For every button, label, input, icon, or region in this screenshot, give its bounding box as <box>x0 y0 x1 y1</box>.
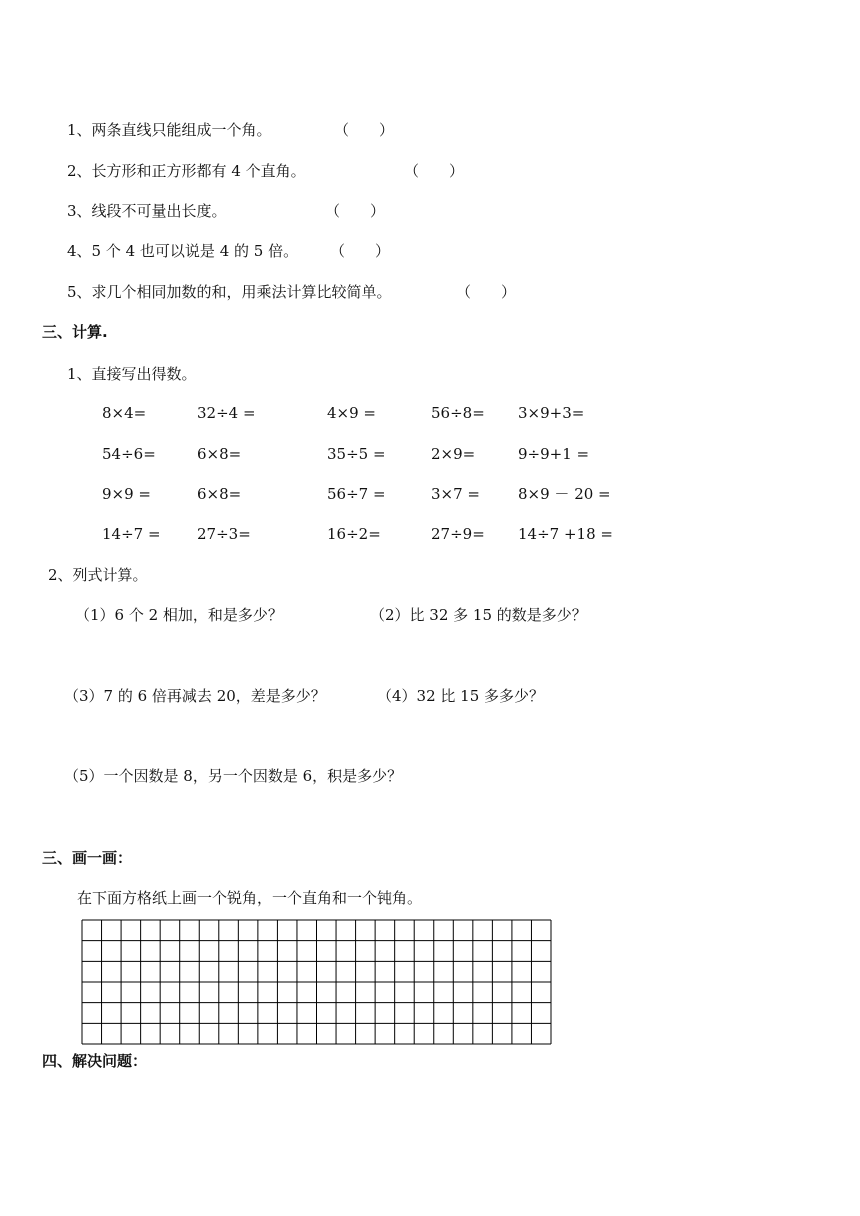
calc-item: 27÷3= <box>197 525 251 543</box>
section-solve-title: 四、解决问题： <box>42 1052 148 1070</box>
calc-item: 27÷9= <box>431 525 485 543</box>
calc-sub1: 1、直接写出得数。 <box>67 365 197 383</box>
calc-item: 2×9= <box>431 445 476 463</box>
calc-item: 6×8= <box>197 485 242 503</box>
calc-item: 9÷9+1 = <box>518 445 590 463</box>
draw-instruction: 在下面方格纸上画一个锐角，一个直角和一个钝角。 <box>77 889 423 907</box>
judgement-1: 1、两条直线只能组成一个角。 <box>67 121 272 139</box>
calc-item: 3×7 = <box>431 485 480 503</box>
calc-item: 32÷4 = <box>197 404 256 422</box>
section-calc-title: 三、计算. <box>42 323 108 341</box>
calc-sub2: 2、列式计算。 <box>48 566 148 584</box>
calc-item: 9×9 = <box>102 485 151 503</box>
grid-paper[interactable] <box>81 919 552 1045</box>
calc-item: 56÷8= <box>431 404 485 422</box>
judgement-4: 4、5 个 4 也可以说是 4 的 5 倍。 <box>67 242 299 260</box>
calc-item: 4×9 = <box>327 404 376 422</box>
judgement-3: 3、线段不可量出长度。 <box>67 202 227 220</box>
calc-item: 3×9+3= <box>518 404 585 422</box>
calc-item: 14÷7 = <box>102 525 161 543</box>
section-draw-title: 三、画一画： <box>42 849 133 867</box>
answer-paren-3[interactable]: （ ） <box>325 202 386 220</box>
word-problem-5: （5）一个因数是 8，另一个因数是 6，积是多少？ <box>64 767 403 785</box>
calc-item: 35÷5 = <box>327 445 386 463</box>
calc-item: 54÷6= <box>102 445 156 463</box>
calc-item: 16÷2= <box>327 525 381 543</box>
word-problem-1: （1）6 个 2 相加，和是多少？ <box>75 606 283 624</box>
calc-item: 8×9 － 20 = <box>518 485 611 503</box>
answer-paren-1[interactable]: （ ） <box>334 121 395 139</box>
word-problem-2: （2）比 32 多 15 的数是多少？ <box>370 606 587 624</box>
judgement-2: 2、长方形和正方形都有 4 个直角。 <box>67 162 306 180</box>
calc-item: 14÷7 +18 = <box>518 525 613 543</box>
answer-paren-5[interactable]: （ ） <box>456 283 517 301</box>
word-problem-4: （4）32 比 15 多多少？ <box>377 687 545 705</box>
answer-paren-2[interactable]: （ ） <box>404 162 465 180</box>
calc-item: 56÷7 = <box>327 485 386 503</box>
calc-item: 8×4= <box>102 404 147 422</box>
calc-item: 6×8= <box>197 445 242 463</box>
word-problem-3: （3）7 的 6 倍再减去 20，差是多少？ <box>64 687 326 705</box>
answer-paren-4[interactable]: （ ） <box>330 242 391 260</box>
judgement-5: 5、求几个相同加数的和，用乘法计算比较简单。 <box>67 283 392 301</box>
